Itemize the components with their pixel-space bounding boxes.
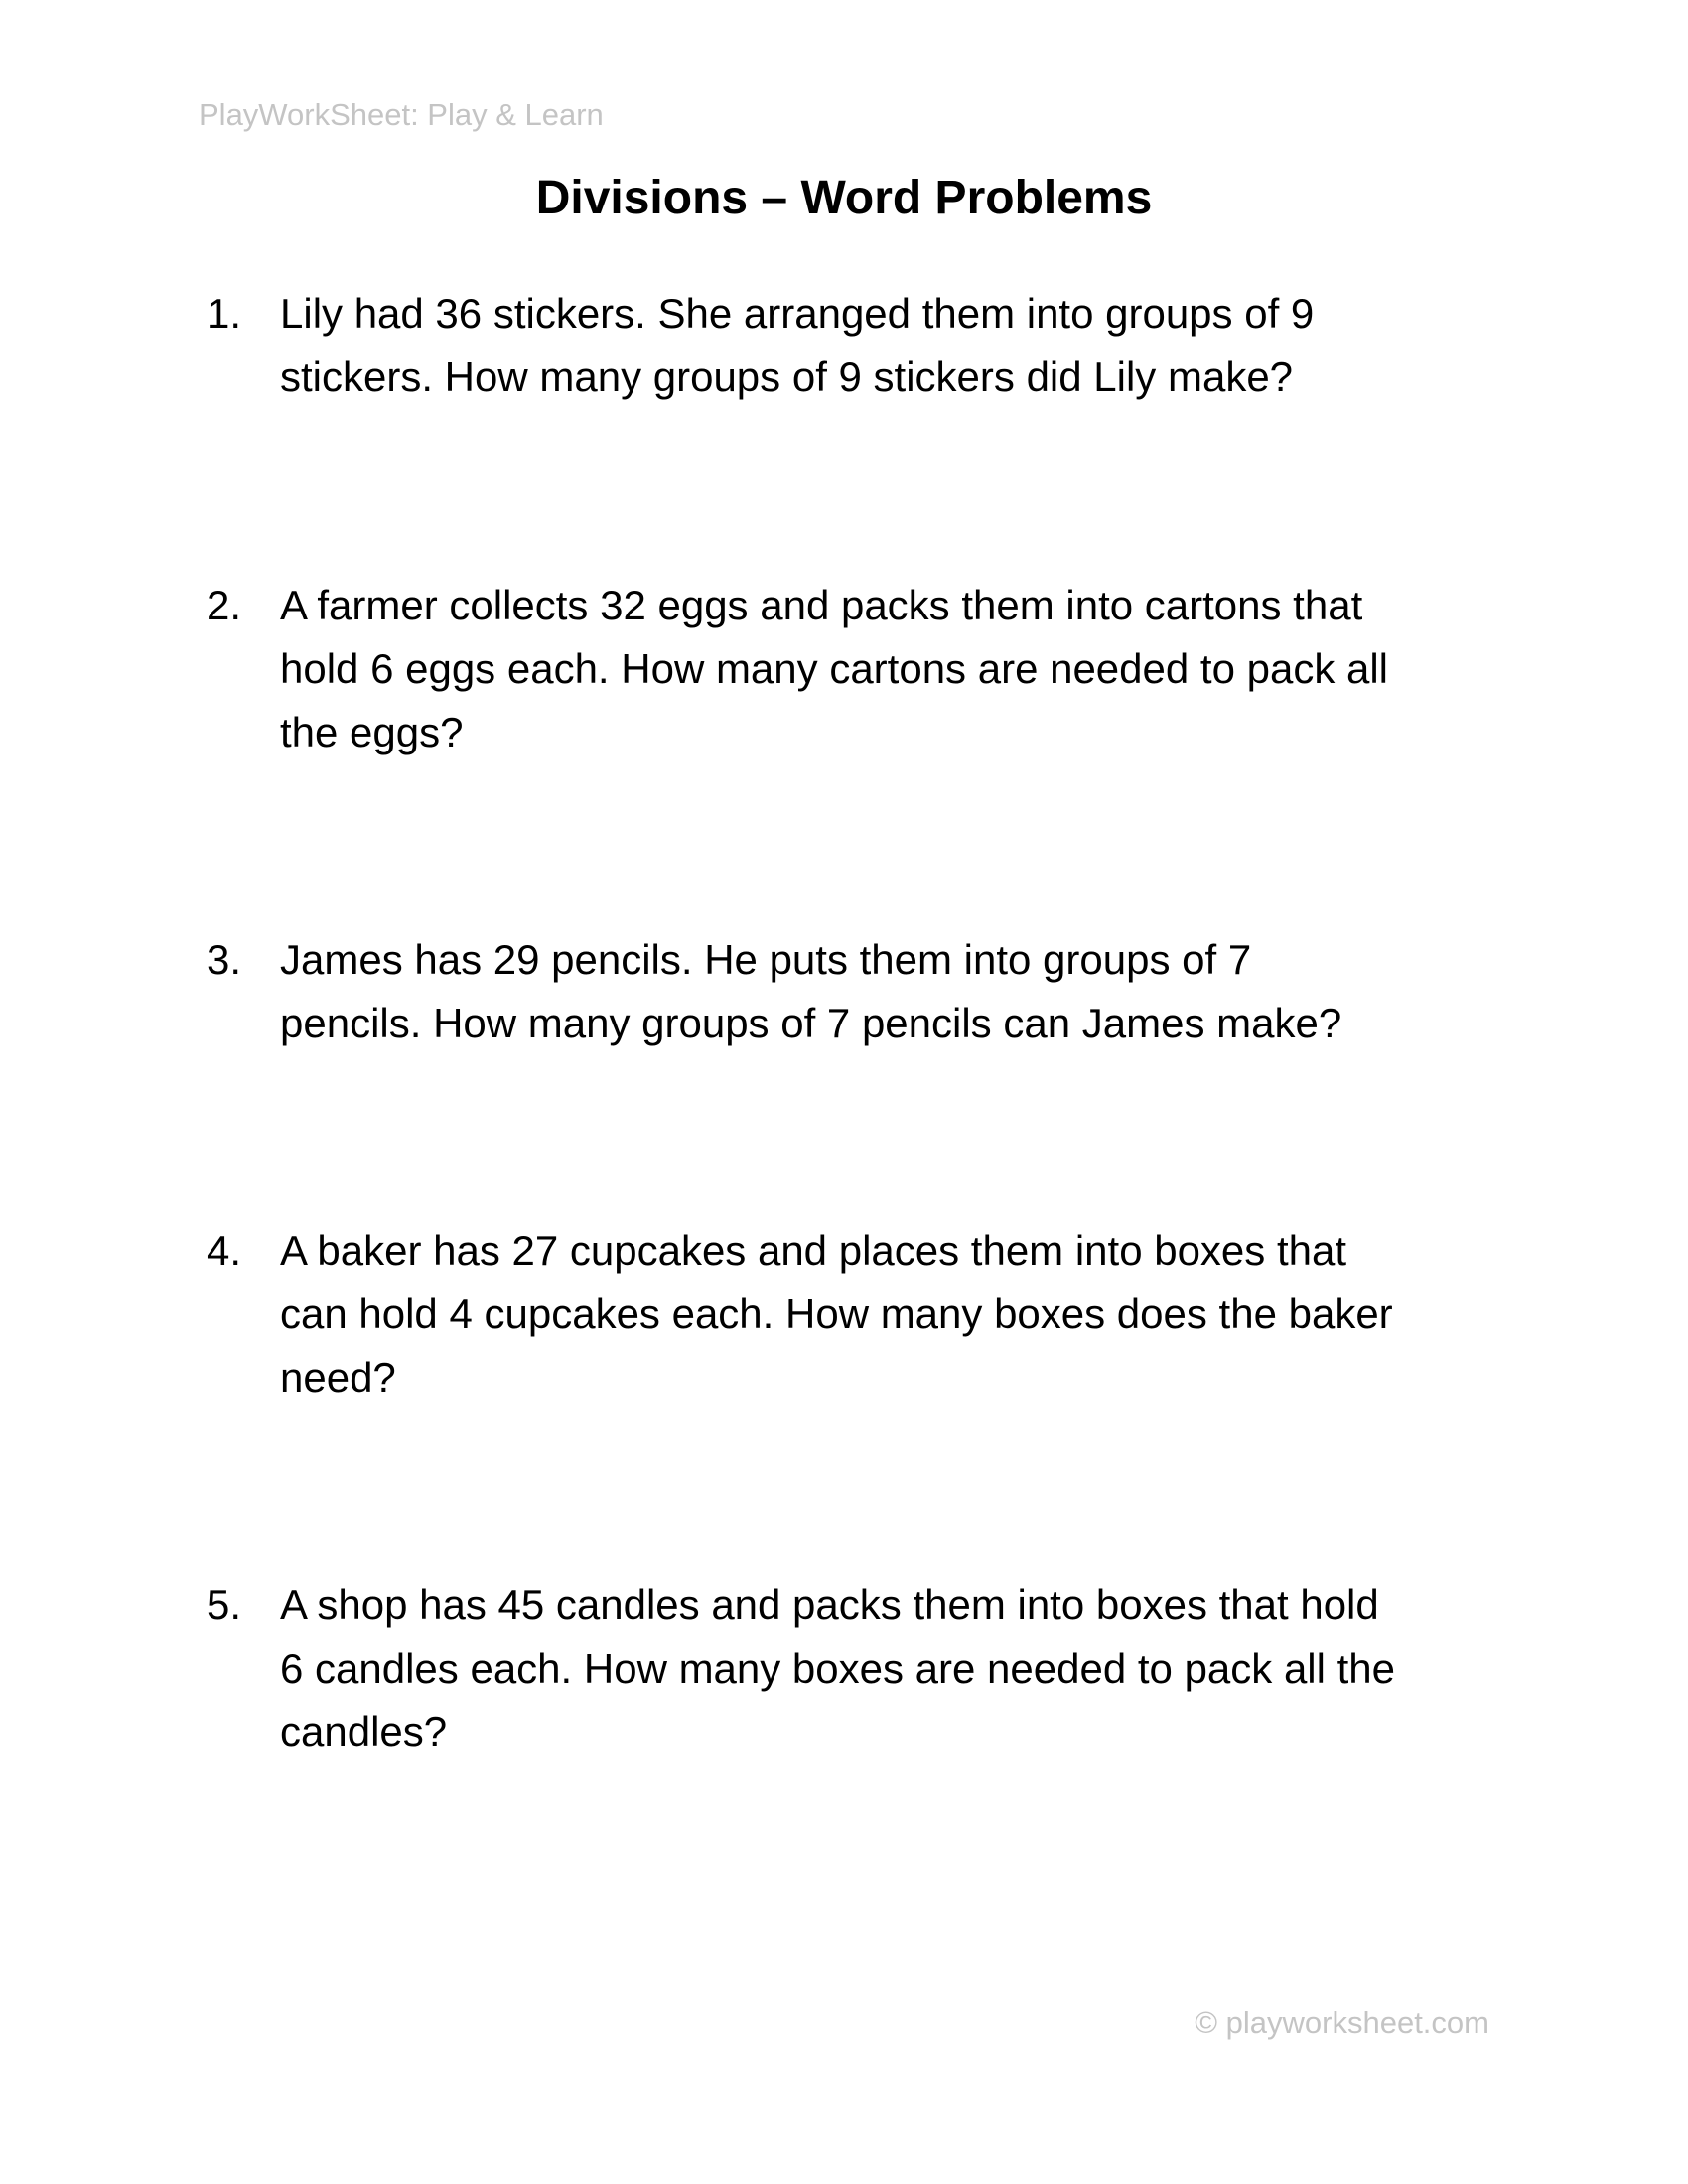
problem-line: A shop has 45 candles and packs them into boxes that hold xyxy=(280,1581,1379,1628)
problem-4 xyxy=(199,1219,1489,1410)
problem-text xyxy=(280,1573,1462,1764)
problem-text xyxy=(280,282,1462,409)
problem-text xyxy=(280,928,1462,1055)
problem-line: pencils. How many groups of 7 pencils can James make? xyxy=(280,1000,1342,1046)
page-title: Divisions – Word Problems xyxy=(535,172,1153,224)
problem-number: 3. xyxy=(207,936,242,983)
problem-line: can hold 4 cupcakes each. How many boxes does the baker xyxy=(280,1291,1393,1337)
problem-text xyxy=(280,1219,1462,1410)
problem-line: hold 6 eggs each. How many cartons are needed to pack all xyxy=(280,645,1389,692)
problem-line: need? xyxy=(280,1354,396,1401)
problem-number: 4. xyxy=(207,1227,242,1274)
problem-line: Lily had 36 stickers. She arranged them into groups of 9 xyxy=(280,290,1315,337)
header-brand: PlayWorkSheet: Play & Learn xyxy=(199,97,604,132)
problem-5 xyxy=(199,1573,1489,1764)
problem-number: 5. xyxy=(207,1581,242,1628)
problem-number: 2. xyxy=(207,582,242,628)
problem-text xyxy=(280,574,1462,764)
footer-copyright: © playworksheet.com xyxy=(1195,2005,1489,2040)
problem-2 xyxy=(199,574,1489,764)
problem-line: James has 29 pencils. He puts them into groups of 7 xyxy=(280,936,1252,983)
problem-line: the eggs? xyxy=(280,709,464,755)
problem-1 xyxy=(199,282,1489,409)
problem-line: 6 candles each. How many boxes are needed to pack all the xyxy=(280,1645,1396,1692)
problem-line: A baker has 27 cupcakes and places them into boxes that xyxy=(280,1227,1347,1274)
problem-line: candles? xyxy=(280,1708,448,1755)
problem-number: 1. xyxy=(207,290,242,337)
problem-3 xyxy=(199,928,1489,1055)
problem-line: stickers. How many groups of 9 stickers did Lily make? xyxy=(280,353,1294,400)
problem-line: A farmer collects 32 eggs and packs them into cartons that xyxy=(280,582,1363,628)
